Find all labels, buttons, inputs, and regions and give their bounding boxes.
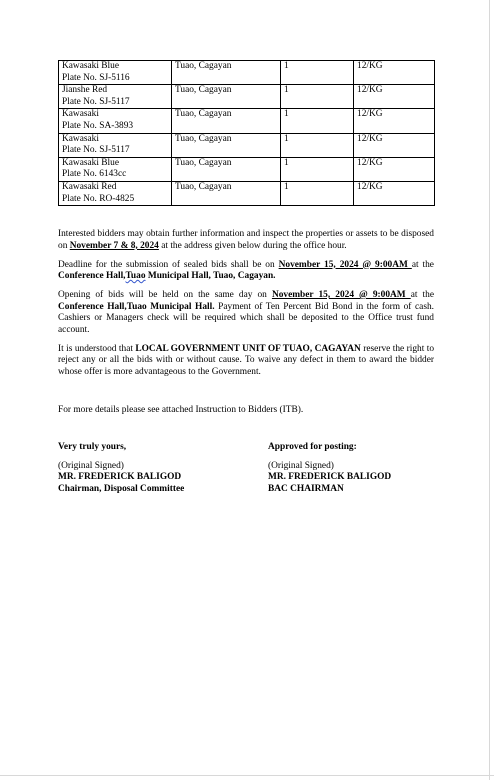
- quantity-cell: 1: [281, 61, 354, 85]
- item-cell: [59, 61, 172, 85]
- table-row: [59, 133, 435, 157]
- deadline-venue-end: Municipal Hall, Tuao, Cagayan.: [145, 271, 276, 282]
- table-row: [59, 109, 435, 133]
- item-name: Kawasaki: [62, 109, 99, 120]
- page-edge-right: [489, 0, 490, 780]
- signature-status: (Original Signed): [58, 460, 124, 471]
- opening-text-end: Payment of Ten Percent Bid Bond in the form of cash. Cashiers or Managers check will be required which shall be deposited to the Office trust fund account.: [58, 301, 435, 336]
- price-cell: 12/KG: [354, 61, 435, 85]
- item-cell: [59, 85, 172, 109]
- location-cell: Tuao, Cagayan: [172, 133, 281, 157]
- price-cell: 12/KG: [354, 157, 435, 181]
- price-cell: 12/KG: [354, 133, 435, 157]
- inspection-paragraph: [58, 229, 434, 252]
- quantity-cell: 1: [281, 181, 354, 205]
- location-cell: Tuao, Cagayan: [172, 61, 281, 85]
- inspection-text-end: at the address given below during the office hour.: [158, 240, 347, 251]
- deadline-datetime: November 15, 2024 @ 9:00AM: [278, 259, 412, 270]
- signature-right: [268, 442, 434, 496]
- item-cell: [59, 133, 172, 157]
- price-cell: 12/KG: [354, 85, 435, 109]
- signature-left: [58, 442, 268, 496]
- signatory-name: MR. FREDERICK BALIGOD: [58, 472, 182, 483]
- quantity-cell: 1: [281, 109, 354, 133]
- item-cell: [59, 157, 172, 181]
- deadline-text-mid: at the: [411, 259, 434, 270]
- opening-text: Opening of bids will be held on the same day on: [58, 289, 272, 300]
- price-cell: 12/KG: [354, 109, 435, 133]
- location-cell: Tuao, Cagayan: [172, 109, 281, 133]
- item-plate: Plate No. SJ-5117: [62, 145, 130, 156]
- page-edge-bottom: [0, 775, 494, 776]
- reservation-entity: LOCAL GOVERNMENT UNIT OF TUAO, CAGAYAN: [135, 343, 361, 354]
- item-plate: Plate No. SA-3893: [62, 120, 134, 131]
- signatory-name: MR. FREDERICK BALIGOD: [268, 472, 392, 483]
- signature-block: [58, 442, 434, 496]
- quantity-cell: 1: [281, 157, 354, 181]
- more-details-paragraph: For more details please see attached Instruction to Bidders (ITB).: [58, 404, 304, 415]
- deadline-venue: Conference Hall,: [58, 271, 126, 282]
- reservation-text: It is understood that: [58, 343, 136, 354]
- opening-text-mid: at the: [410, 289, 434, 300]
- signatory-title: Chairman, Disposal Committee: [58, 483, 185, 494]
- price-cell: 12/KG: [354, 181, 435, 205]
- item-cell: [59, 109, 172, 133]
- document-content: [58, 60, 434, 496]
- inspection-date: November 7 & 8, 2024: [69, 240, 159, 251]
- table-row: [59, 157, 435, 181]
- item-name: Kawasaki Blue: [62, 61, 120, 71]
- location-cell: Tuao, Cagayan: [172, 181, 281, 205]
- deadline-venue-spellcheck: Tuao: [125, 271, 146, 282]
- signature-status: (Original Signed): [268, 460, 334, 471]
- reservation-paragraph: [58, 344, 434, 379]
- signature-heading: Approved for posting:: [268, 441, 357, 452]
- opening-venue: Conference Hall,Tuao Municipal Hall.: [58, 301, 215, 312]
- signature-heading: Very truly yours,: [58, 441, 127, 452]
- signatory-title: BAC CHAIRMAN: [268, 483, 344, 494]
- item-cell: [59, 181, 172, 205]
- inspection-text: Interested bidders may obtain further information and inspect the properties or assets to be disposed on: [58, 229, 434, 251]
- location-cell: Tuao, Cagayan: [172, 85, 281, 109]
- reservation-text-end: reserve the right to reject any or all the bids with or without cause. To waive any defect in them to award the bidder whose offer is more advantageous to the Government.: [58, 343, 435, 378]
- assets-table: [58, 60, 435, 206]
- table-row: [59, 181, 435, 205]
- item-plate: Plate No. SJ-5117: [62, 96, 130, 107]
- opening-datetime: November 15, 2024 @ 9:00AM: [271, 289, 411, 300]
- quantity-cell: 1: [281, 85, 354, 109]
- table-row: [59, 85, 435, 109]
- deadline-paragraph: [58, 260, 434, 283]
- item-name: Kawasaki Red: [62, 181, 117, 192]
- item-plate: Plate No. RO-4825: [62, 193, 135, 204]
- table-row: [59, 61, 435, 85]
- item-name: Jianshe Red: [62, 85, 108, 96]
- location-cell: Tuao, Cagayan: [172, 157, 281, 181]
- opening-paragraph: [58, 290, 434, 337]
- item-name: Kawasaki: [62, 133, 99, 144]
- quantity-cell: 1: [281, 133, 354, 157]
- item-plate: Plate No. SJ-5116: [62, 72, 130, 83]
- item-plate: Plate No. 6143cc: [62, 169, 127, 180]
- deadline-text: Deadline for the submission of sealed bids shall be on: [58, 259, 279, 270]
- item-name: Kawasaki Blue: [62, 157, 120, 168]
